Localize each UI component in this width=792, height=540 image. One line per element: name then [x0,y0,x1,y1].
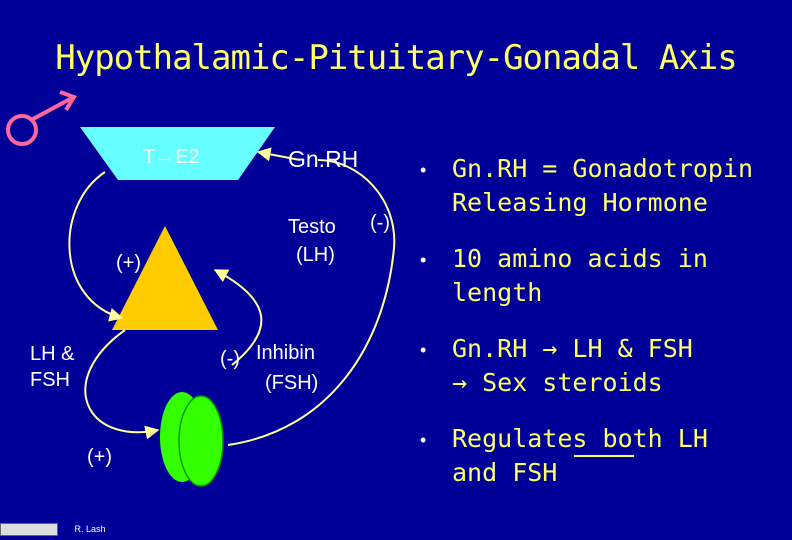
bullet-glyph: • [420,340,427,360]
author-credit: R. Lash [74,523,106,534]
plus-lower: (+) [87,446,112,468]
inhibin-sign: (-) [220,348,240,370]
cc-by-nc-sa-icon [0,523,58,536]
arrow-hypothalamus-to-pituitary [69,172,122,318]
testo-sign: (-) [370,212,390,234]
bullet-glyph: • [420,430,427,450]
underline-both [574,455,634,457]
gnrh-label: Gn.RH [288,146,359,172]
plus-upper: (+) [116,252,141,274]
bullet-item: Gn.RH → LH & FSH → Sex steroids [452,334,693,397]
lhfsh-line1: LH & [30,343,75,365]
testo-label: Testo [288,216,336,238]
bullet-glyph: • [420,250,427,270]
bullet-glyph: • [420,160,427,180]
arrow-pituitary-to-testes [85,330,158,432]
testis-right [179,396,223,486]
pituitary-shape [112,226,218,330]
lhfsh-line2: FSH [30,369,70,391]
bullet-item: Regulates both LH and FSH [452,424,708,487]
male-symbol-icon [8,92,74,144]
hypothalamus-label: T→E2 [143,146,200,168]
page-title: Hypothalamic-Pituitary-Gonadal Axis [55,38,737,78]
inhibin-sub: (FSH) [265,372,319,394]
credit [0,523,106,536]
inhibin-label: Inhibin [256,342,315,364]
bullet-item: Gn.RH = Gonadotropin Releasing Hormone [452,154,754,217]
testo-sub: (LH) [296,244,335,266]
bullet-item: 10 amino acids in length [452,244,708,307]
arrow-testes-testo-feedback [228,160,394,445]
